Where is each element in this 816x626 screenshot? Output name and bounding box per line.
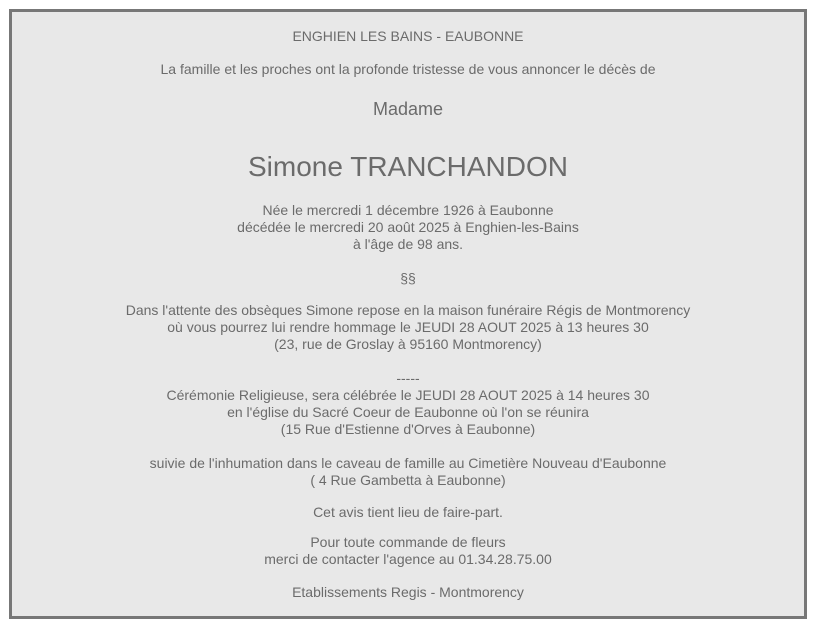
agency-name: Etablissements Regis - Montmorency [292,584,524,600]
section-separator: §§ [400,270,416,286]
burial-address: ( 4 Rue Gambetta à Eaubonne) [310,472,506,488]
ceremony-line-1: Cérémonie Religieuse, sera célébrée le JEUDI 28 AOUT 2025 à 14 heures 30 [166,387,650,403]
repose-line-2: où vous pourrez lui rendre hommage le JEUDI 28 AOUT 2025 à 13 heures 30 [167,319,649,335]
death-info: décédée le mercredi 20 août 2025 à Enghien-les-Bains [237,219,579,235]
notice-intro: La famille et les proches ont la profonde tristesse de vous annoncer le décès de [160,61,656,77]
dash-separator: ----- [396,370,420,386]
flowers-line-1: Pour toute commande de fleurs [310,534,506,550]
ceremony-address: (15 Rue d'Estienne d'Orves à Eaubonne) [280,421,536,437]
birth-info: Née le mercredi 1 décembre 1926 à Eaubonne [262,202,554,218]
deceased-name: Simone TRANCHANDON [248,151,568,182]
notice-location: ENGHIEN LES BAINS - EAUBONNE [292,28,524,44]
ceremony-line-2: en l'église du Sacré Coeur de Eaubonne où l'on se réunira [227,404,589,420]
flowers-contact: merci de contacter l'agence au 01.34.28.75.00 [264,551,552,567]
burial-line-1: suivie de l'inhumation dans le caveau de famille au Cimetière Nouveau d'Eaubonne [149,455,667,471]
repose-line-1: Dans l'attente des obsèques Simone repose en la maison funéraire Régis de Montmorency [125,302,691,318]
notice-statement: Cet avis tient lieu de faire-part. [313,504,503,520]
death-notice-card [9,9,807,619]
repose-address: (23, rue de Groslay à 95160 Montmorency) [274,336,542,352]
deceased-civility: Madame [372,99,444,119]
age-info: à l'âge de 98 ans. [352,236,464,252]
